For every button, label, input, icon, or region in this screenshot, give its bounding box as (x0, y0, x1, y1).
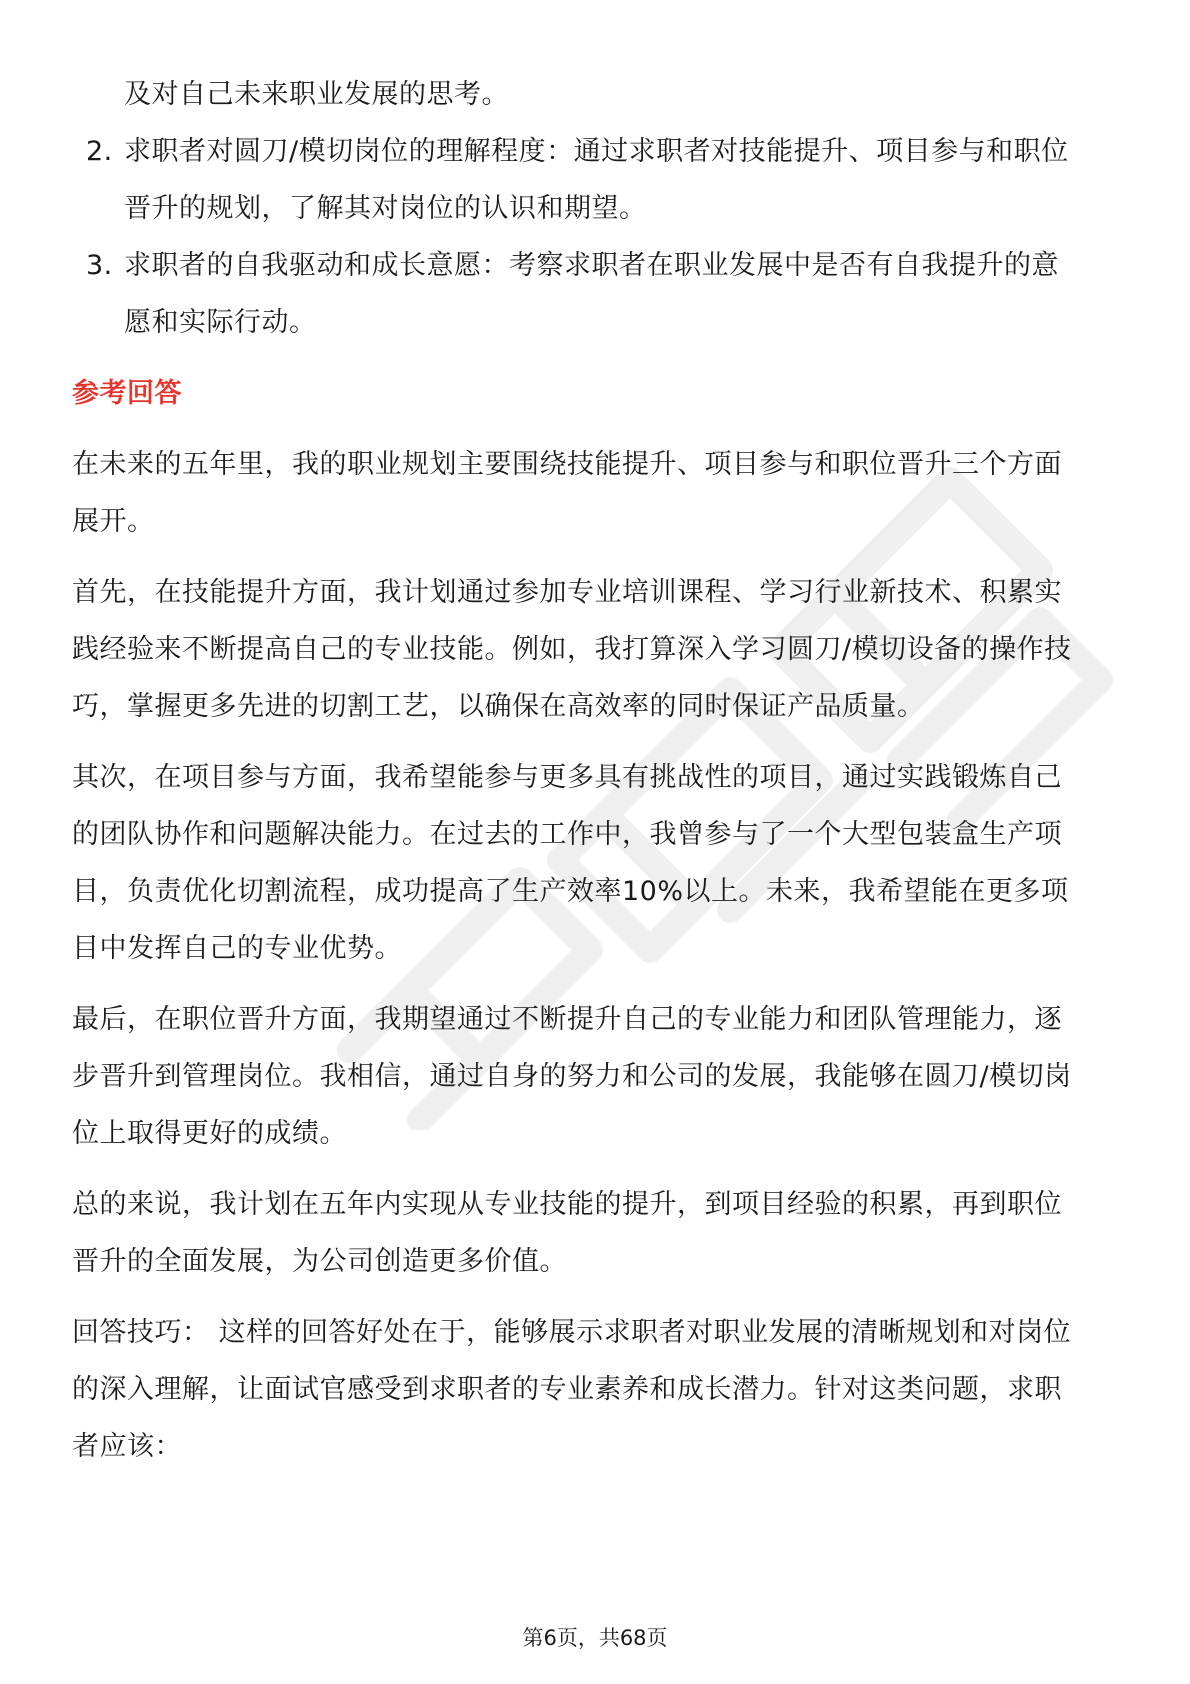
page-content (72, 66, 1122, 1475)
paragraph-line: 的深入理解，让面试官感受到求职者的专业素养和成长潜力。针对这类问题，求职 (72, 1374, 1062, 1405)
page-number-footer: 第6页，共68页 (522, 1626, 668, 1650)
paragraph-line: 回答技巧： 这样的回答好处在于，能够展示求职者对职业发展的清晰规划和对岗位 (72, 1317, 1072, 1348)
list-item-number: 3. (86, 250, 113, 281)
paragraph-line: 目，负责优化切割流程，成功提高了生产效率10%以上。未来，我希望能在更多项 (72, 876, 1069, 907)
section-heading: 参考回答 (72, 378, 182, 409)
answer-paragraph (72, 436, 1122, 550)
list-item (72, 123, 1122, 237)
paragraph-line: 目中发挥自己的专业优势。 (72, 933, 402, 964)
list-item-line: 愿和实际行动。 (124, 307, 317, 338)
paragraph-line: 位上取得更好的成绩。 (72, 1118, 347, 1149)
paragraph-line: 其次，在项目参与方面，我希望能参与更多具有挑战性的项目，通过实践锻炼自己 (72, 762, 1062, 793)
list-item-number: 2. (86, 136, 113, 167)
list-continuation-line: 及对自己未来职业发展的思考。 (124, 79, 509, 110)
criteria-list (72, 123, 1122, 351)
paragraph-line: 践经验来不断提高自己的专业技能。例如，我打算深入学习圆刀/模切设备的操作技 (72, 634, 1072, 665)
answer-paragraph (72, 1176, 1122, 1290)
list-item-line: 晋升的规划，了解其对岗位的认识和期望。 (124, 193, 647, 224)
list-item (72, 237, 1122, 351)
paragraph-line: 首先，在技能提升方面，我计划通过参加专业培训课程、学习行业新技术、积累实 (72, 577, 1062, 608)
answer-paragraph (72, 991, 1122, 1162)
paragraph-line: 最后，在职位晋升方面，我期望通过不断提升自己的专业能力和团队管理能力，逐 (72, 1004, 1062, 1035)
answer-paragraph (72, 749, 1122, 977)
paragraph-line: 总的来说，我计划在五年内实现从专业技能的提升，到项目经验的积累，再到职位 (72, 1189, 1062, 1220)
paragraph-line: 巧，掌握更多先进的切割工艺，以确保在高效率的同时保证产品质量。 (72, 691, 925, 722)
paragraph-line: 在未来的五年里，我的职业规划主要围绕技能提升、项目参与和职位晋升三个方面 (72, 449, 1062, 480)
tips-paragraph (72, 1304, 1122, 1475)
paragraph-line: 者应该： (72, 1431, 182, 1462)
answer-paragraph (72, 564, 1122, 735)
list-item-line: 求职者对圆刀/模切岗位的理解程度：通过求职者对技能提升、项目参与和职位 (124, 136, 1069, 167)
list-item-line: 求职者的自我驱动和成长意愿：考察求职者在职业发展中是否有自我提升的意 (124, 250, 1059, 281)
paragraph-line: 展开。 (72, 506, 155, 537)
paragraph-line: 的团队协作和问题解决能力。在过去的工作中，我曾参与了一个大型包装盒生产项 (72, 819, 1062, 850)
paragraph-line: 步晋升到管理岗位。我相信，通过自身的努力和公司的发展，我能够在圆刀/模切岗 (72, 1061, 1072, 1092)
paragraph-line: 晋升的全面发展，为公司创造更多价值。 (72, 1246, 567, 1277)
